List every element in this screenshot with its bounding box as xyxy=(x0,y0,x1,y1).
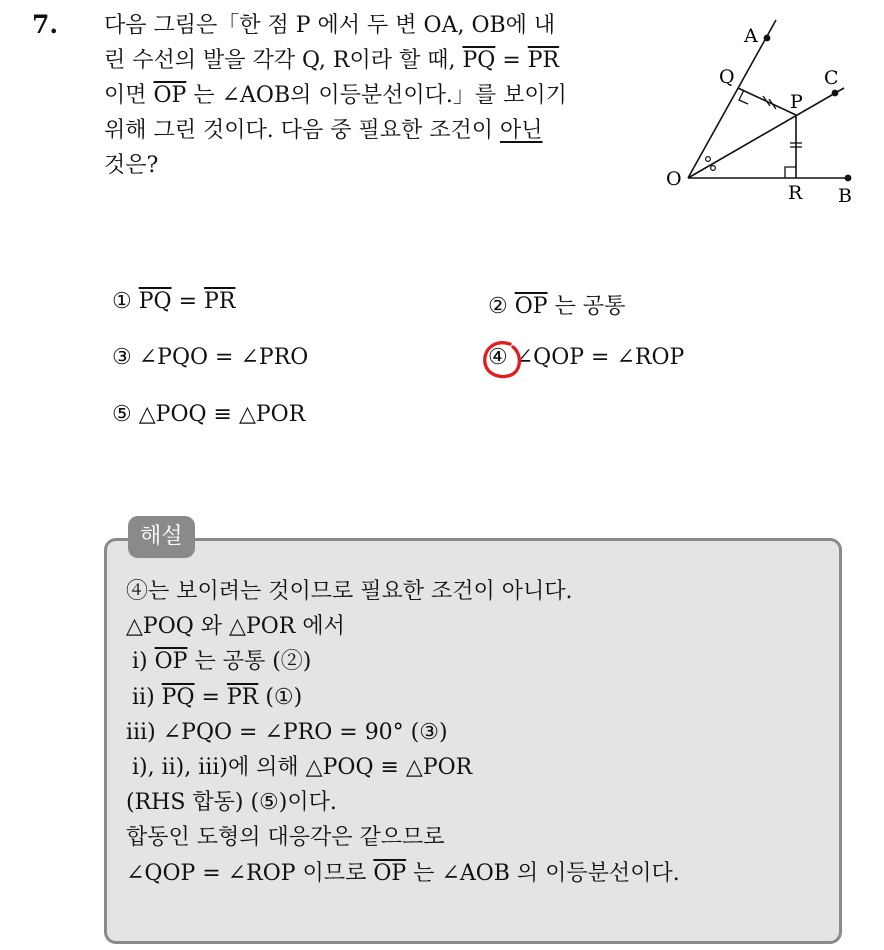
stem-line-2 xyxy=(104,43,644,78)
label-a: A xyxy=(744,25,758,47)
step-label: ⅰ) xyxy=(132,649,148,675)
choice-2[interactable] xyxy=(488,289,625,320)
segment-op: $\overline{OP}$ xyxy=(153,83,187,108)
stem-text: 위해 그린 것이다. 다음 중 필요한 조건이 xyxy=(104,118,493,143)
stem-text: 린 수선의 발을 각각 Q, R이라 할 때, xyxy=(104,48,456,73)
choice-text: △POQ ≡ △POR xyxy=(138,402,306,427)
label-c: C xyxy=(824,67,839,89)
step-label: ⅱ) xyxy=(132,684,155,710)
step-text: ∠PQO = ∠PRO = 90° (③) xyxy=(162,719,448,745)
label-q: Q xyxy=(719,66,735,88)
segment-pr: $\overline{PR}$ xyxy=(226,684,259,710)
segment-pq: $\overline{PQ}$ xyxy=(161,684,195,710)
stem-line-1: 다음 그림은「한 점 P 에서 두 변 OA, OB에 내 xyxy=(104,13,556,38)
choice-text: 는 공통 xyxy=(554,294,626,319)
segment-pq: $\overline{PQ}$ xyxy=(462,48,496,73)
angle-bisector-figure xyxy=(660,18,860,213)
explanation-line: △POQ 와 △POR 에서 xyxy=(126,614,345,640)
point-a xyxy=(764,35,771,42)
choice-number: ⑤ xyxy=(112,402,132,427)
segment-op: $\overline{OP}$ xyxy=(514,294,548,319)
choice-number: ① xyxy=(112,289,132,314)
choice-number: ③ xyxy=(112,345,132,370)
angle-mark xyxy=(706,157,711,162)
answer-circle-mark xyxy=(480,338,524,382)
equals-sign: = xyxy=(201,684,220,710)
tick-mark xyxy=(769,99,776,109)
segment-pr: $\overline{PR}$ xyxy=(204,289,236,314)
segment-pr: $\overline{PR}$ xyxy=(527,48,560,73)
stem-text: 이면 xyxy=(104,83,147,108)
stem-line-5: 것은? xyxy=(104,153,159,178)
explanation-line: 합동인 도형의 대응각은 같으므로 xyxy=(126,825,445,851)
label-o: O xyxy=(666,168,682,190)
right-angle-r xyxy=(785,167,796,178)
label-b: B xyxy=(838,185,852,207)
equals-sign: = xyxy=(502,48,521,73)
explanation-line xyxy=(126,715,680,750)
point-c xyxy=(832,90,839,97)
explanation-line: (RHS 합동) (⑤)이다. xyxy=(126,790,337,816)
stem-text: 는 ∠AOB의 이등분선이다.」를 보이기 xyxy=(193,83,567,108)
choice-5[interactable] xyxy=(112,402,305,427)
segment-op: $\overline{OP}$ xyxy=(373,860,407,886)
question-number: 7. xyxy=(32,10,59,39)
step-text: 는 ∠AOB 의 이등분선이다. xyxy=(413,860,680,886)
underlined-not: 아닌 xyxy=(500,118,543,143)
choice-text: ∠PQO = ∠PRO xyxy=(138,345,309,370)
explanation-line: ④는 보이려는 것이므로 필요한 조건이 아니다. xyxy=(126,579,573,604)
choice-1[interactable] xyxy=(112,289,235,314)
explanation-line xyxy=(126,856,680,891)
explanation-text xyxy=(126,574,680,891)
equals-sign: = xyxy=(178,289,198,314)
step-label: ⅲ) xyxy=(126,719,156,745)
choice-3[interactable] xyxy=(112,345,308,370)
explanation-tab: 해설 xyxy=(128,516,195,558)
label-p: P xyxy=(790,91,803,113)
choice-text: ∠QOP = ∠ROP xyxy=(514,345,685,370)
step-text: 는 공통 (②) xyxy=(194,649,312,675)
explanation-line: ⅰ), ⅱ), ⅲ)에 의해 △POQ ≡ △POR xyxy=(132,755,473,781)
stem-line-4 xyxy=(104,113,644,148)
point-b xyxy=(845,175,852,182)
choice-number: ② xyxy=(488,294,508,319)
label-r: R xyxy=(788,182,803,204)
explanation-line xyxy=(126,680,680,715)
step-text: ∠QOP = ∠ROP 이므로 xyxy=(126,860,367,886)
stem-line-3 xyxy=(104,78,644,113)
explanation-line xyxy=(126,644,680,679)
segment-op: $\overline{OP}$ xyxy=(154,649,188,675)
segment-pq: $\overline{PQ}$ xyxy=(138,289,172,314)
question-stem xyxy=(104,8,644,183)
choice-number: ④ xyxy=(488,345,508,370)
angle-mark xyxy=(711,166,716,171)
step-text: (①) xyxy=(265,684,303,710)
